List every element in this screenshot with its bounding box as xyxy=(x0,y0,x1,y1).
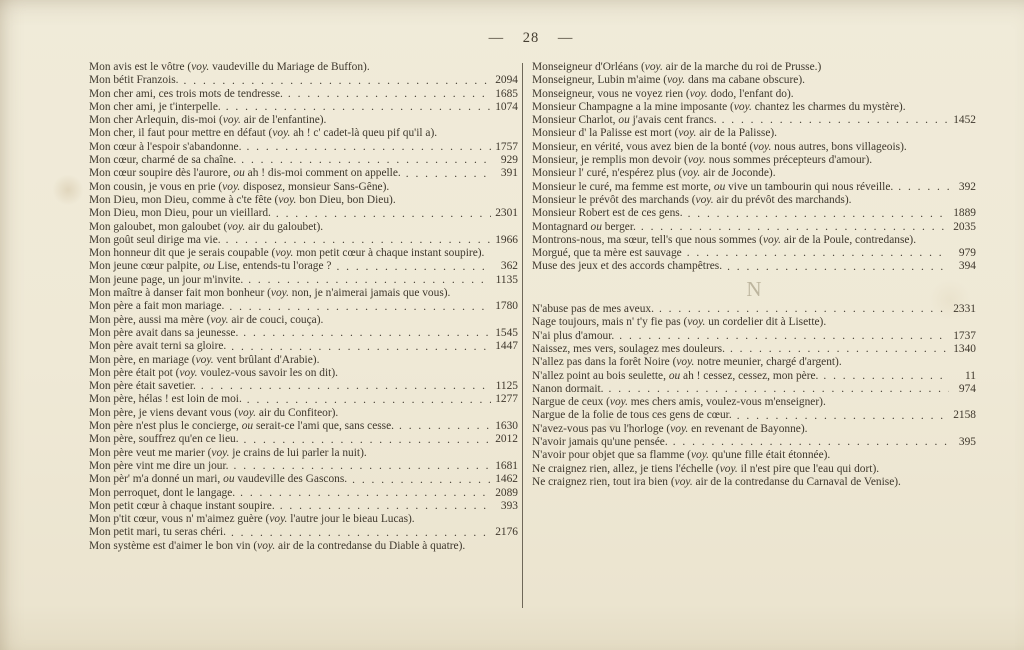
dot-leader xyxy=(246,141,491,154)
entries-before-section xyxy=(532,61,976,274)
dot-leader xyxy=(243,327,491,340)
index-entry xyxy=(89,300,518,313)
entry-title: Nage toujours, mais n' t'y fie pas (voy. un cordelier dit à Lisette). xyxy=(532,316,827,329)
entry-title: Mon Dieu, mon Dieu, pour un vieillard. xyxy=(89,207,271,220)
index-entry xyxy=(89,61,518,74)
dot-leader xyxy=(898,181,949,194)
air-number: 1889 xyxy=(953,207,976,220)
index-entry xyxy=(89,380,518,393)
index-entry xyxy=(532,409,976,422)
index-entry xyxy=(532,74,976,87)
index-entry xyxy=(89,181,518,194)
index-entry xyxy=(89,447,518,460)
index-entry xyxy=(89,274,518,287)
index-entry xyxy=(89,314,518,327)
dot-leader xyxy=(248,274,491,287)
index-entry xyxy=(89,420,518,433)
air-number: 1545 xyxy=(495,326,518,339)
dot-leader xyxy=(619,330,949,343)
entry-title: Montrons-nous, ma sœur, tell's que nous sommes (voy. air de la Poule, contredanse). xyxy=(532,233,917,246)
dot-leader xyxy=(673,436,949,449)
index-entry xyxy=(532,181,976,194)
index-entry xyxy=(89,167,518,180)
dot-leader xyxy=(241,154,491,167)
dot-leader xyxy=(240,487,491,500)
entry-title: Mon système est d'aimer le bon vin (voy. air de la contredanse du Diable à quatre). xyxy=(89,539,466,552)
entry-title: Mon avis est le vôtre (voy. vaudeville du Mariage de Buffon). xyxy=(89,61,370,73)
entry-title: Mon jeune cœur palpite, ou Lise, entends-tu l'orage ? xyxy=(89,260,332,273)
air-number: 1462 xyxy=(495,473,518,486)
index-entry xyxy=(89,367,518,380)
dot-leader xyxy=(231,527,491,540)
entry-title: Monsieur le prévôt des marchands (voy. air du prévôt des marchands). xyxy=(532,193,852,206)
air-number: 1277 xyxy=(495,393,518,406)
dot-leader xyxy=(406,168,491,181)
air-number: 1780 xyxy=(495,300,518,313)
index-entry xyxy=(89,526,518,539)
index-entry xyxy=(532,449,976,462)
dot-leader xyxy=(687,247,949,260)
entry-title: Mon cœur soupire dès l'aurore, ou ah ! dis-moi comment on appelle. xyxy=(89,167,401,180)
index-entry xyxy=(532,330,976,343)
index-entry xyxy=(532,260,976,273)
dot-leader xyxy=(288,88,491,101)
index-entry xyxy=(532,141,976,154)
entry-title: Mon père était pot (voy. voulez-vous savoir les on dit). xyxy=(89,366,338,379)
dot-leader xyxy=(234,460,491,473)
entry-title: Mon cœur à l'espoir s'abandonne. xyxy=(89,140,242,153)
dot-leader xyxy=(737,410,949,423)
index-entry xyxy=(89,234,518,247)
dot-leader xyxy=(722,114,949,127)
air-number: 2158 xyxy=(953,409,976,422)
air-number: 974 xyxy=(958,382,976,395)
index-entry xyxy=(532,316,976,329)
air-number: 393 xyxy=(500,499,518,512)
air-number: 395 xyxy=(958,436,976,449)
entry-title: Mon père, en mariage (voy. vent brûlant d'Arabie). xyxy=(89,353,320,366)
entry-title: Mon cousin, je vous en prie (voy. disposez, monsieur Sans-Gêne). xyxy=(89,180,390,193)
air-number: 392 xyxy=(958,180,976,193)
entry-title: Morgué, que ta mère est sauvage xyxy=(532,247,682,260)
index-entry xyxy=(89,88,518,101)
entry-title: N'abuse pas de mes aveux. xyxy=(532,303,654,316)
entry-title: Mon jeune page, un jour m'invite. xyxy=(89,273,244,286)
entry-title: Monseigneur, vous ne voyez rien (voy. dodo, l'enfant do). xyxy=(532,87,794,100)
air-number: 1757 xyxy=(495,140,518,153)
dot-leader xyxy=(226,101,491,114)
entry-title: Mon cher, il faut pour mettre en défaut (voy. ah ! c' cadet-là queu pif qu'il a). xyxy=(89,127,438,140)
dot-leader xyxy=(184,75,491,88)
section-letter-heading: N xyxy=(746,276,762,301)
entry-title: Mon goût seul dirige ma vie. xyxy=(89,233,221,246)
air-number: 1681 xyxy=(495,459,518,472)
index-entry xyxy=(89,327,518,340)
left-column xyxy=(89,61,518,553)
dot-leader xyxy=(352,474,491,487)
entry-title: Mon cher Arlequin, dis-moi (voy. air de l'enfantine). xyxy=(89,114,327,127)
entry-title: Mon cœur, charmé de sa chaîne. xyxy=(89,154,237,167)
entry-title: Monsieur le curé, ma femme est morte, ou vive un tambourin qui nous réveille. xyxy=(532,180,894,193)
air-number: 1447 xyxy=(495,340,518,353)
entry-title: N'allez point au bois seulette, ou ah ! cessez, cessez, mon père. xyxy=(532,369,819,382)
entry-title: Mon père vint me dire un jour. xyxy=(89,459,229,472)
entry-title: Monseigneur, Lubin m'aime (voy. dans ma cabane obscure). xyxy=(532,74,805,87)
entry-title: Mon Dieu, mon Dieu, comme à c'te fête (voy. bon Dieu, bon Dieu). xyxy=(89,193,396,206)
air-number: 1452 xyxy=(953,114,976,127)
entry-title: Mon père, souffrez qu'en ce lieu. xyxy=(89,433,239,446)
index-entry xyxy=(89,473,518,486)
index-entry xyxy=(532,88,976,101)
index-entry xyxy=(89,500,518,513)
index-entry xyxy=(89,393,518,406)
index-entry xyxy=(89,407,518,420)
air-number: 1685 xyxy=(495,87,518,100)
index-entry xyxy=(532,101,976,114)
index-entry xyxy=(89,207,518,220)
dot-leader xyxy=(659,303,949,316)
air-number: 2331 xyxy=(953,303,976,316)
index-entry xyxy=(89,433,518,446)
index-entry xyxy=(89,340,518,353)
index-entry xyxy=(532,114,976,127)
index-entry xyxy=(532,247,976,260)
air-number: 1966 xyxy=(495,233,518,246)
air-number: 929 xyxy=(500,154,518,167)
right-column xyxy=(532,61,976,489)
entry-title: Mon galoubet, mon galoubet (voy. air du galoubet). xyxy=(89,220,324,233)
dot-leader xyxy=(280,500,491,513)
entry-title: Mon père, aussi ma mère (voy. air de couci, couça). xyxy=(89,313,324,326)
dot-leader xyxy=(730,343,949,356)
index-entry xyxy=(532,61,976,74)
index-entry xyxy=(89,101,518,114)
index-entry xyxy=(532,370,976,383)
index-entry xyxy=(532,383,976,396)
dot-leader xyxy=(336,261,491,274)
entry-title: Mon père avait terni sa gloire. xyxy=(89,340,227,353)
index-entry xyxy=(89,127,518,140)
entry-title: Monsieur, je remplis mon devoir (voy. nous sommes précepteurs d'amour). xyxy=(532,154,873,167)
air-number: 1135 xyxy=(495,273,518,286)
dot-leader xyxy=(688,208,949,221)
index-entry xyxy=(532,221,976,234)
index-entry xyxy=(532,207,976,220)
entry-title: Mon père était savetier. xyxy=(89,380,196,393)
entry-title: N'allez pas dans la forêt Noire (voy. notre meunier, chargé d'argent). xyxy=(532,356,842,369)
index-entry xyxy=(532,194,976,207)
index-entry xyxy=(89,540,518,553)
index-entry xyxy=(89,114,518,127)
air-number: 394 xyxy=(958,260,976,273)
index-entry xyxy=(532,476,976,489)
dot-leader xyxy=(229,301,491,314)
entry-title: Mon père a fait mon mariage. xyxy=(89,300,225,313)
air-number: 2035 xyxy=(953,220,976,233)
index-entry xyxy=(89,260,518,273)
entry-title: Monsieur Robert est de ces gens. xyxy=(532,207,683,220)
dot-leader xyxy=(727,261,949,274)
entry-title: Mon cher ami, je t'interpelle. xyxy=(89,100,221,113)
air-number: 979 xyxy=(958,247,976,260)
entry-title: Mon père veut me marier (voy. je crains de lui parler la nuit). xyxy=(89,446,367,459)
index-entry xyxy=(89,354,518,367)
index-entry xyxy=(532,463,976,476)
air-number: 11 xyxy=(965,369,976,382)
index-entry xyxy=(89,513,518,526)
entry-title: Mon cher ami, ces trois mots de tendresse. xyxy=(89,87,283,100)
index-entry xyxy=(89,221,518,234)
air-number: 1074 xyxy=(495,100,518,113)
index-entry xyxy=(532,303,976,316)
entry-title: Mon perroquet, dont le langage. xyxy=(89,486,236,499)
index-entry xyxy=(89,247,518,260)
entry-title: Monsieur, en vérité, vous avez bien de la bonté (voy. nous autres, bons villageois). xyxy=(532,140,907,153)
index-entry xyxy=(532,436,976,449)
index-entry xyxy=(89,74,518,87)
entry-title: Montagnard ou berger. xyxy=(532,220,636,233)
air-number: 1340 xyxy=(953,342,976,355)
air-number: 2094 xyxy=(495,74,518,87)
entry-title: Naissez, mes vers, soulagez mes douleurs. xyxy=(532,342,725,355)
index-entry xyxy=(532,396,976,409)
air-number: 1630 xyxy=(495,420,518,433)
entry-title: Nargue de la folie de tous ces gens de cœur. xyxy=(532,409,732,422)
dot-leader xyxy=(226,234,491,247)
air-number: 1737 xyxy=(953,329,976,342)
index-entry xyxy=(532,167,976,180)
index-entry xyxy=(532,343,976,356)
entry-title: Monsieur Charlot, ou j'avais cent francs. xyxy=(532,114,717,127)
air-number: 391 xyxy=(500,167,518,180)
entry-title: N'ai plus d'amour. xyxy=(532,329,615,342)
air-number: 2301 xyxy=(495,207,518,220)
dot-leader xyxy=(244,434,491,447)
index-entry xyxy=(89,194,518,207)
entry-title: Mon honneur dit que je serais coupable (voy. mon petit cœur à chaque instant soupire). xyxy=(89,247,485,260)
entry-title: Ne craignez rien, tout ira bien (voy. air de la contredanse du Carnaval de Venise). xyxy=(532,475,901,488)
entry-title: Mon p'tit cœur, vous n' m'aimez guère (voy. l'autre jour le bieau Lucas). xyxy=(89,513,415,526)
dot-leader xyxy=(276,208,491,221)
index-entry xyxy=(89,154,518,167)
entry-title: Muse des jeux et des accords champêtres. xyxy=(532,260,723,273)
air-number: 2012 xyxy=(495,433,518,446)
dot-leader xyxy=(823,370,949,383)
entry-title: N'avoir pour objet que sa flamme (voy. qu'une fille était étonnée). xyxy=(532,449,831,462)
index-entry xyxy=(532,356,976,369)
entry-title: Nanon dormait. xyxy=(532,382,604,395)
dot-leader xyxy=(231,341,491,354)
entry-title: Mon père, je viens devant vous (voy. air du Confiteor). xyxy=(89,406,339,419)
entry-title: Ne craignez rien, allez, je tiens l'échelle (voy. il n'est pire que l'eau qui dort). xyxy=(532,462,880,475)
column-divider-rule xyxy=(522,63,523,608)
dot-leader xyxy=(399,420,491,433)
air-number: 2089 xyxy=(495,486,518,499)
index-columns xyxy=(89,61,976,608)
entry-title: Monsieur l' curé, n'espérez plus (voy. air de Joconde). xyxy=(532,167,776,180)
index-entry xyxy=(532,423,976,436)
dot-leader xyxy=(609,383,950,396)
dot-leader xyxy=(247,394,491,407)
air-number: 362 xyxy=(500,260,518,273)
entry-title: Nargue de ceux (voy. mes chers amis, voulez-vous m'enseigner). xyxy=(532,396,826,409)
entry-title: Mon petit mari, tu seras chéri. xyxy=(89,526,226,539)
page-number: — 28 — xyxy=(488,30,574,46)
index-entry xyxy=(89,287,518,300)
index-entry xyxy=(89,141,518,154)
entry-title: Mon père, hélas ! est loin de moi. xyxy=(89,393,242,406)
index-entry xyxy=(532,127,976,140)
air-number: 2176 xyxy=(495,526,518,539)
index-entry xyxy=(89,460,518,473)
index-entry xyxy=(532,154,976,167)
dot-leader xyxy=(641,221,949,234)
index-entry xyxy=(89,487,518,500)
dot-leader xyxy=(201,380,491,393)
entry-title: Mon père n'est plus le concierge, ou serait-ce l'ami que, sans cesse. xyxy=(89,420,395,433)
entry-title: Monsieur Champagne a la mine imposante (voy. chantez les charmes du mystère). xyxy=(532,100,906,113)
entry-title: Monsieur d' la Palisse est mort (voy. air de la Palisse). xyxy=(532,127,778,140)
air-number: 1125 xyxy=(495,380,518,393)
entry-title: Mon petit cœur à chaque instant soupire. xyxy=(89,499,275,512)
entry-title: Mon pèr' m'a donné un mari, ou vaudeville des Gascons. xyxy=(89,473,348,486)
entries-after-section xyxy=(532,303,976,489)
index-entry xyxy=(532,234,976,247)
entry-title: Mon maître à danser fait mon bonheur (voy. non, je n'aimerai jamais que vous). xyxy=(89,287,451,300)
entry-title: Monseigneur d'Orléans (voy. air de la marche du roi de Prusse.) xyxy=(532,61,822,73)
entry-title: Mon bétit Franzois. xyxy=(89,74,179,87)
entry-title: N'avez-vous pas vu l'horloge (voy. en revenant de Bayonne). xyxy=(532,422,808,435)
entry-title: N'avoir jamais qu'une pensée. xyxy=(532,436,668,449)
entry-title: Mon père avait dans sa jeunesse. xyxy=(89,326,239,339)
